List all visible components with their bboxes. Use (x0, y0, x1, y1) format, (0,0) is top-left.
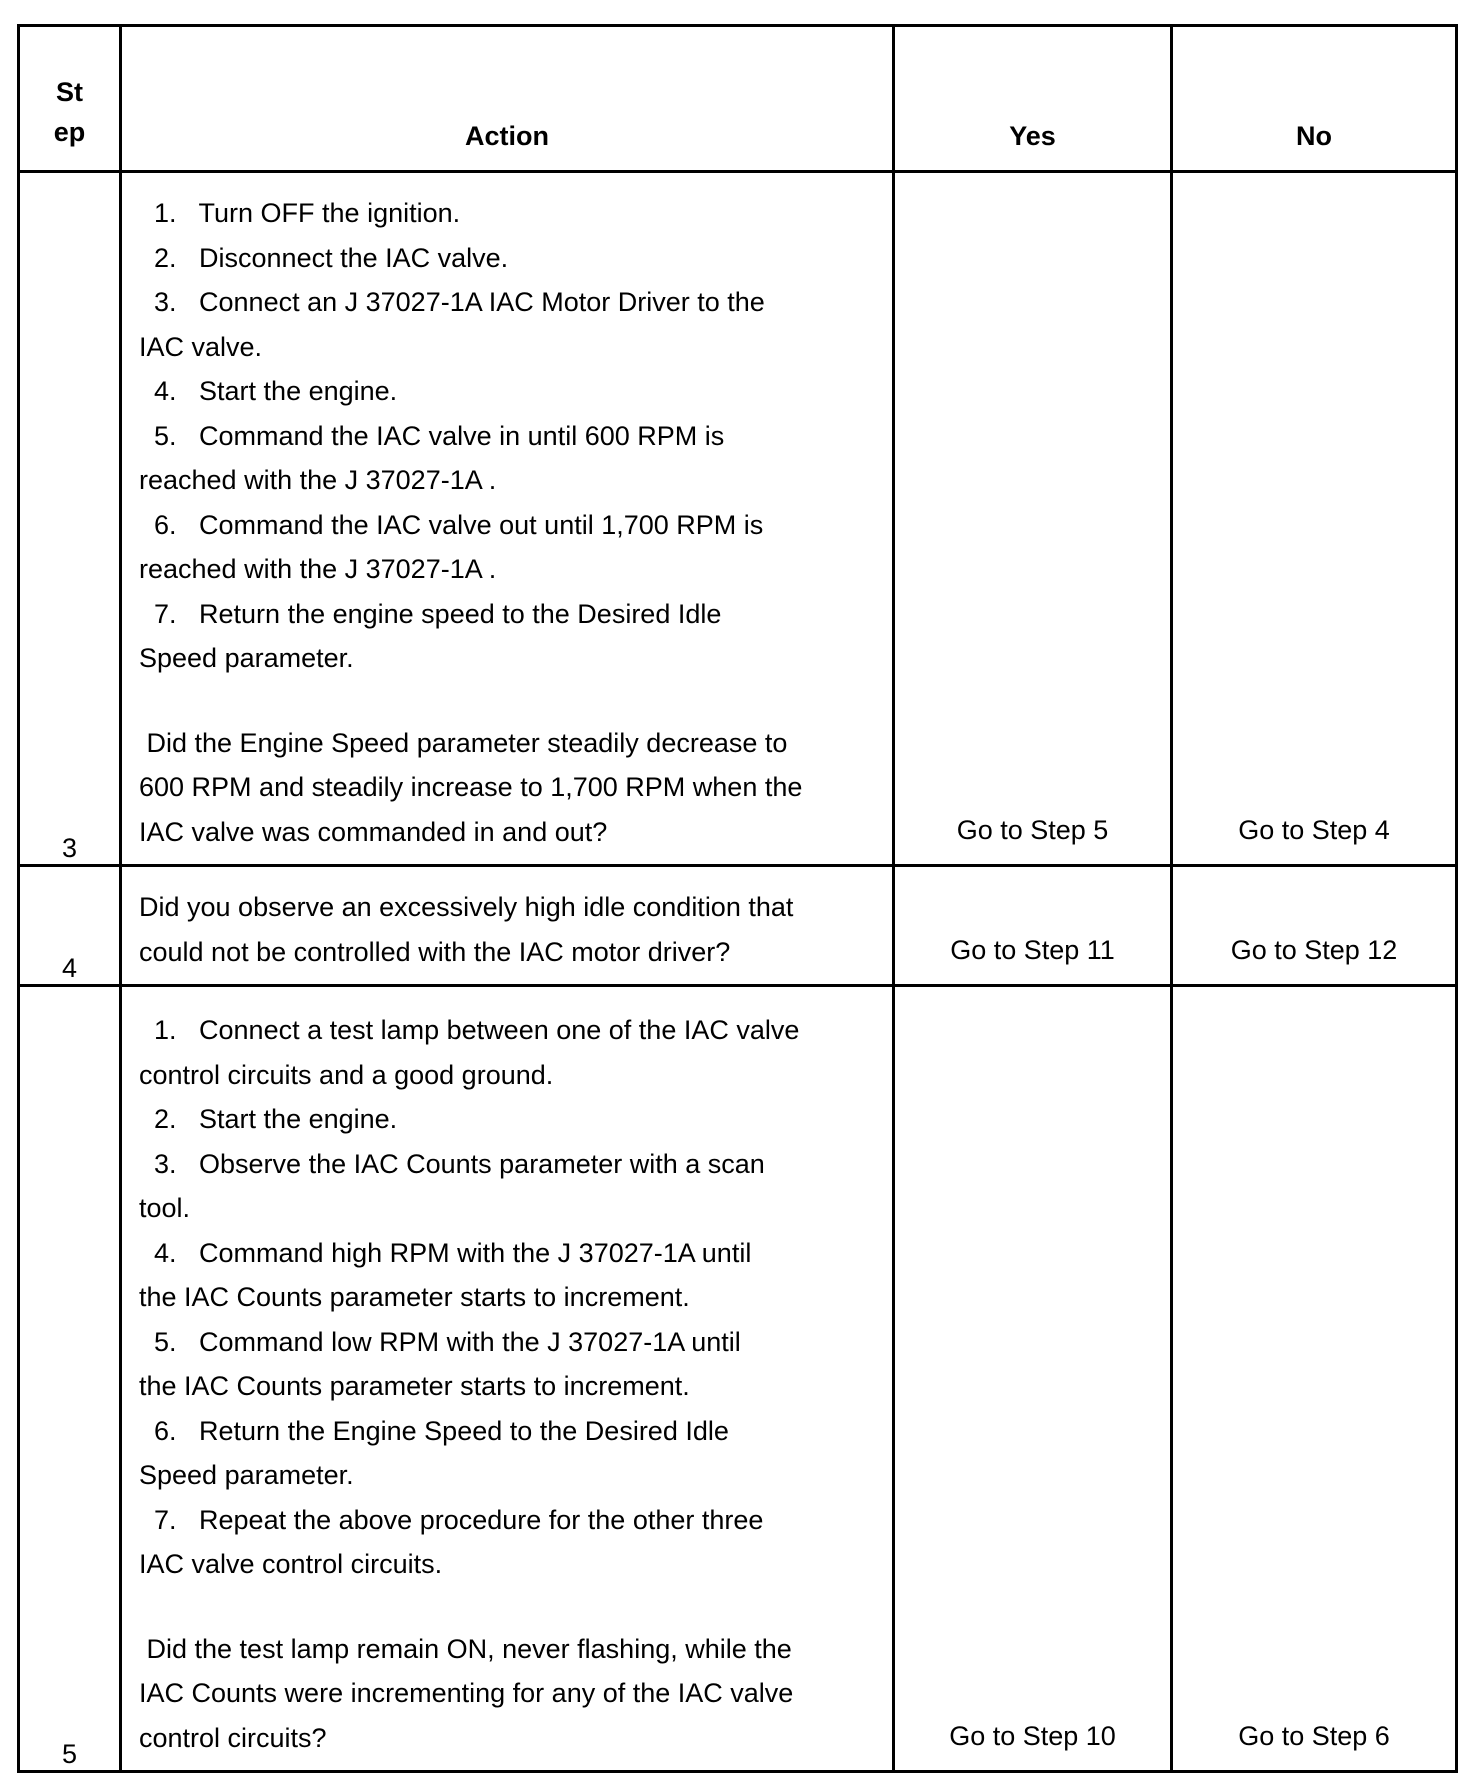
no-result: Go to Step 12 (1172, 866, 1457, 986)
spacer (139, 681, 876, 721)
header-step-line-2: ep (53, 117, 86, 147)
action-line: 1. Connect a test lamp between one of the IAC valve (139, 1015, 800, 1045)
no-result: Go to Step 6 (1172, 986, 1457, 1772)
action-line: 1. Turn OFF the ignition. (139, 198, 461, 228)
action-line: 4. Start the engine. (139, 376, 398, 406)
question-line: Did you observe an excessively high idle condition that (139, 892, 794, 922)
action-line: IAC valve. (139, 331, 263, 362)
step-number: 4 (19, 866, 121, 986)
question-line: could not be controlled with the IAC motor driver? (139, 936, 731, 967)
header-yes: Yes (894, 26, 1172, 172)
action-line: 7. Repeat the above procedure for the other three (139, 1504, 764, 1535)
yes-result: Go to Step 10 (894, 986, 1172, 1772)
action-line: Speed parameter. (139, 643, 354, 673)
header-action: Action (121, 26, 894, 172)
action-line: the IAC Counts parameter starts to increment. (139, 1282, 690, 1312)
table-row (19, 866, 1457, 986)
action-line: IAC valve control circuits. (139, 1549, 443, 1579)
action-line: control circuits and a good ground. (139, 1059, 554, 1090)
header-row (19, 26, 1457, 172)
action-line: tool. (139, 1193, 191, 1223)
action-cell (121, 172, 894, 866)
no-result: Go to Step 4 (1172, 172, 1457, 866)
step-number: 5 (19, 986, 121, 1772)
action-line: 4. Command high RPM with the J 37027-1A until (139, 1237, 752, 1268)
action-line: 5. Command the IAC valve in until 600 RPM is (139, 420, 725, 451)
question-line: control circuits? (139, 1722, 327, 1753)
yes-result: Go to Step 11 (894, 866, 1172, 986)
action-cell (121, 866, 894, 986)
diagnostic-table (17, 24, 1458, 1773)
action-line: reached with the J 37027-1A . (139, 554, 497, 584)
action-line: 3. Connect an J 37027-1A IAC Motor Driver to the (139, 287, 765, 317)
action-line: 5. Command low RPM with the J 37027-1A until (139, 1326, 741, 1357)
action-line: 3. Observe the IAC Counts parameter with a scan (139, 1148, 765, 1179)
yes-result: Go to Step 5 (894, 172, 1172, 866)
question-line: 600 RPM and steadily increase to 1,700 RPM when the (139, 772, 803, 802)
action-line: 7. Return the engine speed to the Desired Idle (139, 598, 722, 629)
question-line: Did the Engine Speed parameter steadily decrease to (139, 727, 788, 758)
table-row (19, 986, 1457, 1772)
action-line: the IAC Counts parameter starts to increment. (139, 1371, 690, 1401)
action-line: 6. Command the IAC valve out until 1,700 RPM is (139, 509, 764, 540)
action-line: reached with the J 37027-1A . (139, 465, 497, 495)
action-line: Speed parameter. (139, 1460, 354, 1490)
step-number: 3 (19, 172, 121, 866)
table-row (19, 172, 1457, 866)
spacer (139, 1587, 876, 1627)
question-line: IAC Counts were incrementing for any of the IAC valve (139, 1678, 794, 1708)
header-no: No (1172, 26, 1457, 172)
action-line: 2. Start the engine. (139, 1104, 398, 1134)
question-line: Did the test lamp remain ON, never flashing, while the (139, 1633, 792, 1664)
header-step-line-1: St (56, 77, 83, 107)
action-line: 6. Return the Engine Speed to the Desired Idle (139, 1415, 729, 1446)
question-line: IAC valve was commanded in and out? (139, 816, 608, 847)
action-line: 2. Disconnect the IAC valve. (139, 242, 509, 273)
header-step (19, 26, 121, 172)
action-cell (121, 986, 894, 1772)
